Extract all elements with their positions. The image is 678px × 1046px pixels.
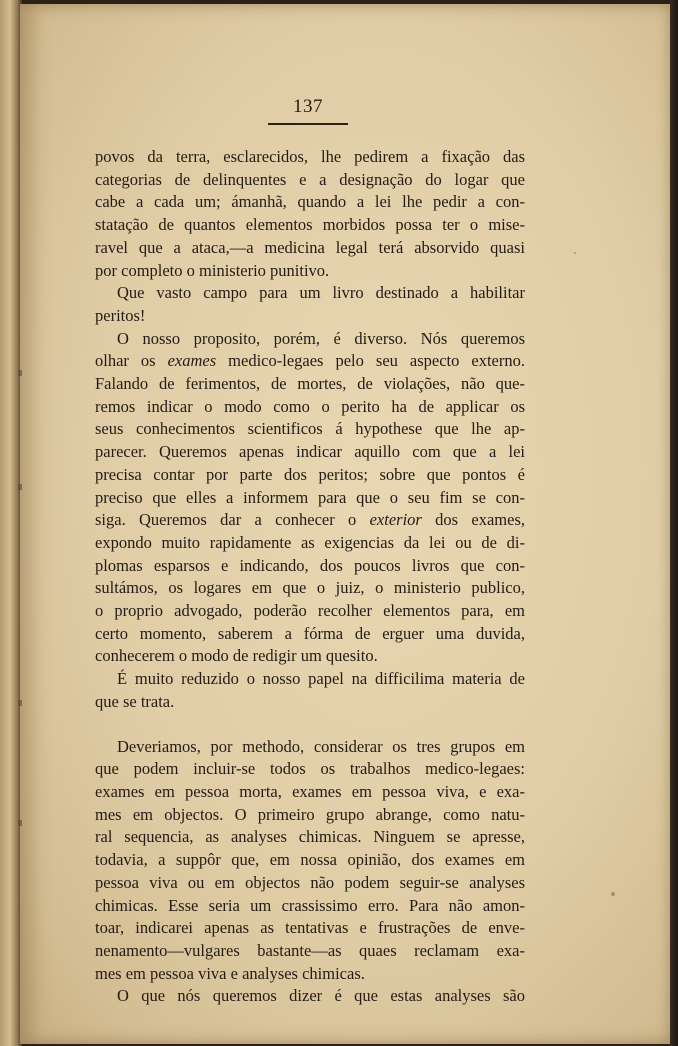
text-line: Que vasto campo para um livro destinado a habilitar [117, 283, 525, 303]
text-line: nenamento—vulgares bastante—as quaes reclamam exa- [95, 940, 525, 960]
text-line: chimicas. Esse seria um crassissimo erro. Para não amon- [95, 895, 525, 915]
text-line: exames em pessoa morta, exames em pessoa viva, e exa- [95, 781, 525, 801]
italic-term: exames [167, 351, 217, 371]
text-line: que se trata. [95, 691, 175, 711]
text-line: precisa contar por parte dos peritos; sobre que pontos é [95, 464, 525, 484]
text-line: O que nós queremos dizer é que estas analyses são [117, 986, 525, 1006]
body-text [95, 146, 525, 1008]
paragraph-gap [95, 714, 525, 736]
text-line: plomas esparsos e indicando, dos poucos livros que con- [95, 555, 525, 575]
paper-speck [611, 892, 615, 896]
binding-thread-mark [18, 700, 22, 706]
text-line: todavia, a suppôr que, em nossa opinião, dos exames em [95, 850, 525, 870]
text-line: ral sequencia, as analyses chimicas. Ninguem se apresse, [95, 827, 525, 847]
text-line: mes em objectos. O primeiro grupo abrange, como natu- [95, 804, 525, 824]
binding-thread-mark [18, 820, 22, 826]
text-line: preciso que elles a informem para que o seu fim se con- [95, 487, 525, 507]
binding-thread-mark [18, 370, 22, 376]
text-line: É muito reduzido o nosso papel na difficilima materia de [117, 669, 525, 689]
text-line: sultámos, os logares em que o juiz, o ministerio publico, [95, 578, 525, 598]
text-line: remos indicar o modo como o perito ha de applicar os [95, 396, 525, 416]
text-line: por completo o ministerio punitivo. [95, 260, 330, 280]
text-line: toar, indicarei apenas as tentativas e frustrações de enve- [95, 918, 525, 938]
text-line: parecer. Queremos apenas indicar aquillo com que a lei [95, 442, 525, 462]
text-line: seus conhecimentos scientificos á hypothese que lhe ap- [95, 419, 525, 439]
text-line: siga. Queremos dar a conhecer o exterior dos exames, [95, 510, 525, 530]
text-line: que podem incluir-se todos os trabalhos medico-legaes: [95, 759, 525, 779]
text-line: Deveriamos, por methodo, considerar os tres grupos em [117, 736, 525, 756]
text-line: olhar os exames medico-legaes pelo seu aspecto externo. [95, 351, 526, 371]
text-line: pessoa viva ou em objectos não podem seguir-se analyses [95, 872, 525, 892]
text-line: o proprio advogado, poderão recolher elementos para, em [95, 601, 525, 621]
text-line: O nosso proposito, porém, é diverso. Nós queremos [117, 328, 525, 348]
text-line: povos da terra, esclarecidos, lhe pedirem a fixação das [95, 147, 525, 166]
text-line: Falando de ferimentos, de mortes, de violações, não que- [95, 374, 525, 394]
binding-thread-mark [18, 484, 22, 490]
text-line: mes em pessoa viva e analyses chimicas. [95, 963, 365, 983]
page-number-rule [268, 123, 348, 125]
book-spine-edge [0, 0, 22, 1046]
text-line: statação de quantos elementos morbidos possa ter o mise- [95, 215, 525, 235]
italic-term: exterior [369, 510, 422, 530]
text-line: expondo muito rapidamente as exigencias da lei ou de di- [95, 532, 525, 552]
text-line: certo momento, saberem a fórma de erguer uma duvida, [95, 623, 525, 643]
page-right-shadow [670, 0, 678, 1046]
text-line: cabe a cada um; ámanhã, quando a lei lhe pedir a con- [95, 192, 525, 212]
text-line: peritos! [95, 305, 146, 325]
text-line: ravel que a ataca,—a medicina legal terá absorvido quasi [95, 237, 525, 257]
page-number: 137 [293, 96, 323, 117]
paper-speck [574, 252, 576, 254]
text-line: conhecerem o modo de redigir um quesito. [95, 646, 378, 666]
text-line: categorias de delinquentes e a designação do logar que [95, 169, 525, 189]
